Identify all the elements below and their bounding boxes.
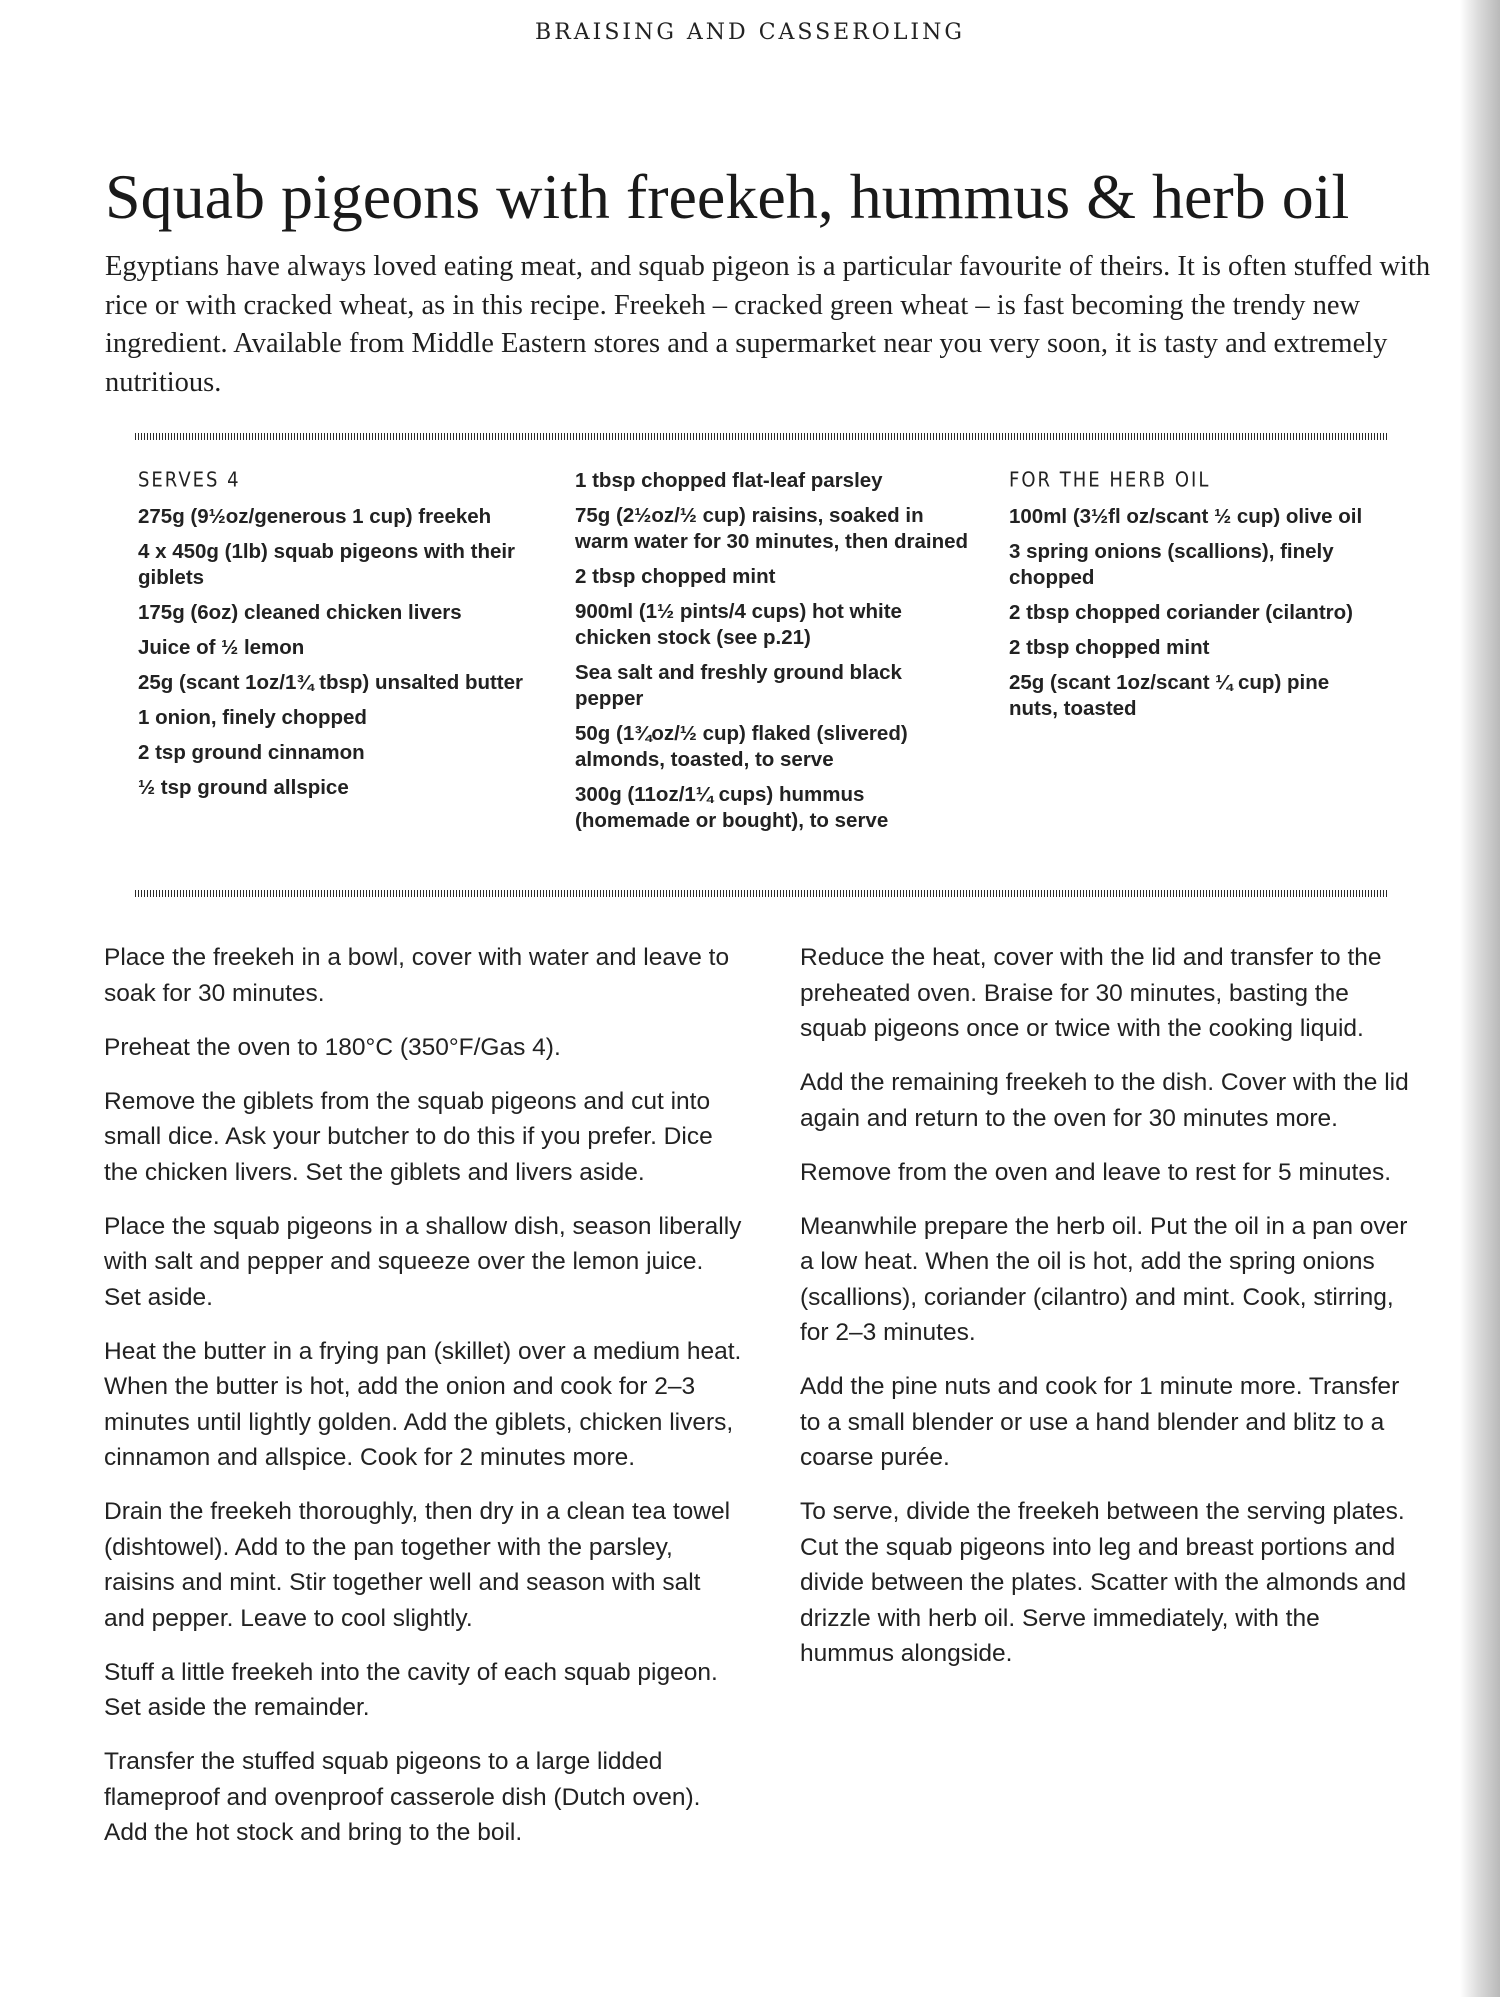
ingredient-item: 4 x 450g (1lb) squab pigeons with their giblets — [138, 540, 516, 589]
ingredient-item: 900ml (1½ pints/4 cups) hot white chicken stock (see p.21) — [575, 600, 902, 649]
ingredient-item: 75g (2½oz/½ cup) raisins, soaked in warm water for 30 minutes, then drained — [575, 504, 969, 553]
method-column-right — [800, 940, 1420, 1690]
method-step: Reduce the heat, cover with the lid and transfer to the preheated oven. Braise for 30 minutes, basting the squab pigeons once or twice with the cooking liquid. — [800, 944, 1382, 1042]
herb-oil-heading: FOR THE HERB OIL — [1009, 468, 1211, 493]
serves-heading: SERVES 4 — [138, 468, 241, 493]
ingredients-column-3 — [1009, 468, 1369, 731]
ingredients-bottom-rule — [135, 890, 1389, 897]
method-step: Place the squab pigeons in a shallow dish, season liberally with salt and pepper and squeeze over the lemon juice. Set aside. — [104, 1212, 742, 1311]
ingredient-item: 1 onion, finely chopped — [138, 706, 367, 729]
ingredient-item: 2 tbsp chopped mint — [1009, 636, 1210, 659]
method-step: Heat the butter in a frying pan (skillet) over a medium heat. When the butter is hot, add the onion and cook for 2–3 minutes until lightly golden. Add the giblets, chicken livers, cinnamon and allspice. Cook for 2 minutes more. — [104, 1337, 742, 1471]
method-step: Preheat the oven to 180°C (350°F/Gas 4). — [104, 1033, 561, 1061]
ingredients-column-1 — [138, 468, 528, 810]
method-step: Remove from the oven and leave to rest for 5 minutes. — [800, 1158, 1392, 1186]
ingredient-item: 175g (6oz) cleaned chicken livers — [138, 601, 462, 624]
method-step: Add the remaining freekeh to the dish. Cover with the lid again and return to the oven for 30 minutes more. — [800, 1069, 1409, 1132]
ingredient-item: Sea salt and freshly ground black pepper — [575, 661, 902, 710]
method-step: Remove the giblets from the squab pigeons and cut into small dice. Ask your butcher to do this if you prefer. Dice the chicken livers. Set the giblets and livers aside. — [104, 1087, 713, 1186]
ingredient-item: Juice of ½ lemon — [138, 636, 305, 659]
ingredient-item: 25g (scant 1oz/1¾ tbsp) unsalted butter — [138, 671, 524, 694]
method-step: Meanwhile prepare the herb oil. Put the oil in a pan over a low heat. When the oil is hot, add the spring onions (scallions), coriander (cilantro) and mint. Cook, stirring, for 2–3 minutes. — [800, 1212, 1408, 1346]
ingredient-item: 2 tbsp chopped coriander (cilantro) — [1009, 601, 1353, 624]
ingredient-item: 275g (9½oz/generous 1 cup) freekeh — [138, 505, 492, 528]
ingredient-item: 25g (scant 1oz/scant ¼ cup) pine nuts, toasted — [1009, 671, 1330, 720]
ingredient-item: 300g (11oz/1¼ cups) hummus (homemade or bought), to serve — [575, 783, 889, 832]
ingredient-item: 3 spring onions (scallions), finely chopped — [1009, 540, 1334, 589]
ingredient-item: 50g (1¾oz/½ cup) flaked (slivered) almonds, toasted, to serve — [575, 722, 908, 771]
ingredient-item: 2 tsp ground cinnamon — [138, 741, 365, 764]
method-step: To serve, divide the freekeh between the serving plates. Cut the squab pigeons into leg and breast portions and divide between the plates. Scatter with the almonds and drizzle with herb oil. Serve immediately, with the hummus alongside. — [800, 1498, 1407, 1667]
method-step: Add the pine nuts and cook for 1 minute more. Transfer to a small blender or use a hand blender and blitz to a coarse purée. — [800, 1373, 1400, 1471]
method-step: Place the freekeh in a bowl, cover with water and leave to soak for 30 minutes. — [104, 944, 730, 1007]
ingredient-item: 2 tbsp chopped mint — [575, 565, 776, 588]
ingredients-column-2 — [575, 468, 975, 843]
method-step: Transfer the stuffed squab pigeons to a large lidded flameproof and ovenproof casserole dish (Dutch oven). Add the hot stock and bring to the boil. — [104, 1748, 701, 1846]
method-step: Drain the freekeh thoroughly, then dry in a clean tea towel (dishtowel). Add to the pan together with the parsley, raisins and mint. Stir together well and season with salt and pepper. Leave to cool slightly. — [104, 1498, 731, 1632]
ingredient-item: ½ tsp ground allspice — [138, 776, 349, 799]
page-edge-shadow — [1460, 0, 1500, 1997]
ingredients-top-rule — [135, 433, 1389, 440]
section-header: BRAISING AND CASSEROLING — [535, 20, 965, 45]
recipe-title: Squab pigeons with freekeh, hummus & herb oil — [105, 161, 1350, 232]
recipe-intro: Egyptians have always loved eating meat, and squab pigeon is a particular favourite of theirs. It is often stuffed with rice or with cracked wheat, as in this recipe. Freekeh – cracked green wheat – is fast becoming the trendy new ingredient. Available from Middle Eastern stores and a supermarket near you very soon, it is tasty and extremely nutritious. — [105, 251, 1431, 398]
method-step: Stuff a little freekeh into the cavity of each squab pigeon. Set aside the remainder. — [104, 1658, 718, 1721]
method-column-left — [104, 940, 744, 1869]
ingredient-item: 1 tbsp chopped flat-leaf parsley — [575, 469, 883, 492]
ingredient-item: 100ml (3½fl oz/scant ½ cup) olive oil — [1009, 505, 1363, 528]
